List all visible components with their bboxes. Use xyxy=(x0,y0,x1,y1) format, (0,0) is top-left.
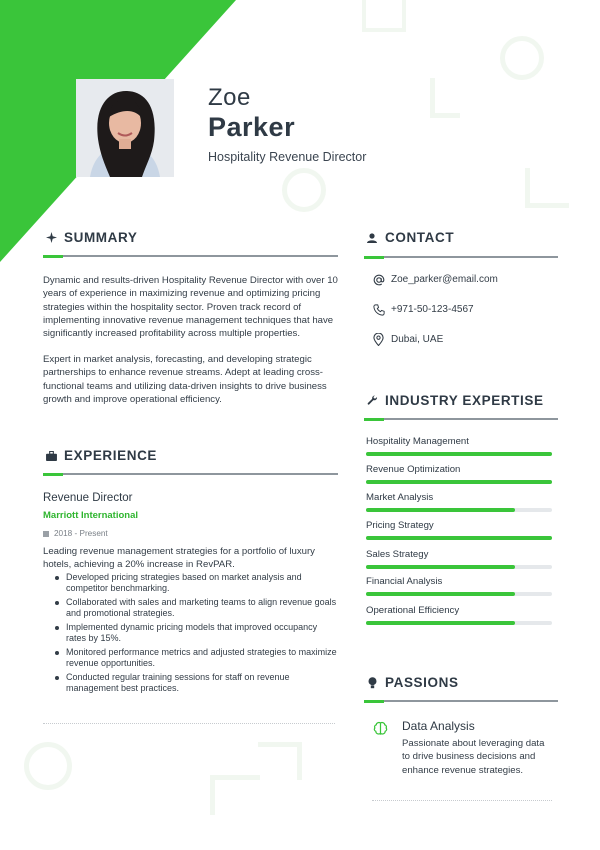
summary-paragraph-2: Expert in market analysis, forecasting, and developing strategic partnerships to enhance revenue streams. Adept at leading cross-functional teams and utilizing data-driven insights to drive business growth and improve operational efficiency. xyxy=(43,354,327,405)
skill-bar xyxy=(366,508,552,512)
calendar-icon xyxy=(43,531,49,537)
contact-rule xyxy=(364,256,558,258)
skill-item xyxy=(366,464,552,484)
decor-square xyxy=(362,0,406,32)
experience-rule xyxy=(43,473,338,475)
skill-bar xyxy=(366,480,552,484)
skill-item xyxy=(366,520,552,540)
decor-corner xyxy=(258,742,302,780)
divider xyxy=(43,723,335,724)
skill-label: Sales Strategy xyxy=(366,549,429,560)
skill-label: Operational Efficiency xyxy=(366,605,460,616)
skill-label: Revenue Optimization xyxy=(366,464,461,475)
expertise-heading: INDUSTRY EXPERTISE xyxy=(366,393,544,408)
skill-bar-fill xyxy=(366,565,515,569)
last-name: Parker xyxy=(208,112,296,142)
passion-description: Passionate about leveraging data to drive business decisions and enhance revenue strategies. xyxy=(402,738,545,776)
decor-ring xyxy=(24,742,72,790)
lightbulb-icon xyxy=(366,677,378,689)
decor-ring xyxy=(282,168,326,212)
experience-role: Revenue Director xyxy=(43,492,133,504)
skill-bar-fill xyxy=(366,508,515,512)
skill-bar-fill xyxy=(366,452,552,456)
wrench-icon xyxy=(366,395,378,407)
passion-title: Data Analysis xyxy=(402,719,475,733)
skill-bar-fill xyxy=(366,592,515,596)
list-item: Monitored performance metrics and adjusted strategies to maximize revenue opportunities. xyxy=(53,647,338,670)
first-name: Zoe xyxy=(208,84,251,111)
at-icon xyxy=(372,273,385,286)
decor-corner xyxy=(525,168,569,208)
skill-label: Hospitality Management xyxy=(366,436,469,447)
expertise-rule xyxy=(364,418,558,420)
divider xyxy=(372,800,552,801)
list-item: Implemented dynamic pricing models that improved occupancy rates by 15%. xyxy=(53,622,338,645)
experience-summary: Leading revenue management strategies for a portfolio of luxury hotels, achieving a 20% increase in RevPAR. xyxy=(43,546,315,570)
skill-item xyxy=(366,605,552,625)
experience-heading: EXPERIENCE xyxy=(45,448,157,463)
list-item: Conducted regular training sessions for staff on revenue management best practices. xyxy=(53,672,338,695)
skill-label: Market Analysis xyxy=(366,492,434,503)
skill-item xyxy=(366,492,552,512)
decor-corner xyxy=(430,78,460,118)
phone-icon xyxy=(372,303,385,316)
skill-item xyxy=(366,549,552,569)
summary-paragraph-1: Dynamic and results-driven Hospitality Revenue Director with over 10 years of experience in maximizing revenue and optimizing pricing strategies within the hospitality sector. Proven track record of implementing innovative revenue management techniques that have significantly increased profitability across multiple properties. xyxy=(43,275,338,340)
location-pin-icon xyxy=(372,333,385,346)
contact-email[interactable]: Zoe_parker@email.com xyxy=(372,273,498,286)
profile-photo xyxy=(76,79,174,177)
sparkle-icon xyxy=(45,232,57,244)
passions-heading: PASSIONS xyxy=(366,675,459,690)
contact-heading: CONTACT xyxy=(366,230,454,245)
list-item: Collaborated with sales and marketing teams to align revenue goals and promotional strategies. xyxy=(53,597,338,620)
decor-corner xyxy=(210,775,260,815)
decor-ring xyxy=(500,36,544,80)
summary-rule xyxy=(43,255,338,257)
job-title: Hospitality Revenue Director xyxy=(208,150,367,164)
experience-bullets xyxy=(53,572,338,696)
skill-bar xyxy=(366,452,552,456)
skill-bar xyxy=(366,565,552,569)
person-icon xyxy=(366,232,378,244)
skill-bar-fill xyxy=(366,621,515,625)
skill-item xyxy=(366,576,552,596)
contact-location: Dubai, UAE xyxy=(372,333,443,346)
brain-icon xyxy=(373,721,388,736)
experience-dates: 2018 - Present xyxy=(43,529,108,538)
contact-phone[interactable]: +971-50-123-4567 xyxy=(372,303,474,316)
skill-item xyxy=(366,436,552,456)
passions-rule xyxy=(364,700,558,702)
skill-bar xyxy=(366,592,552,596)
skill-bar xyxy=(366,536,552,540)
list-item: Developed pricing strategies based on market analysis and competitor benchmarking. xyxy=(53,572,338,595)
summary-heading: SUMMARY xyxy=(45,230,137,245)
skill-label: Pricing Strategy xyxy=(366,520,434,531)
skill-label: Financial Analysis xyxy=(366,576,443,587)
skill-bar-fill xyxy=(366,480,552,484)
skill-bar-fill xyxy=(366,536,552,540)
briefcase-icon xyxy=(45,450,57,462)
skill-bar xyxy=(366,621,552,625)
experience-company: Marriott International xyxy=(43,510,139,521)
